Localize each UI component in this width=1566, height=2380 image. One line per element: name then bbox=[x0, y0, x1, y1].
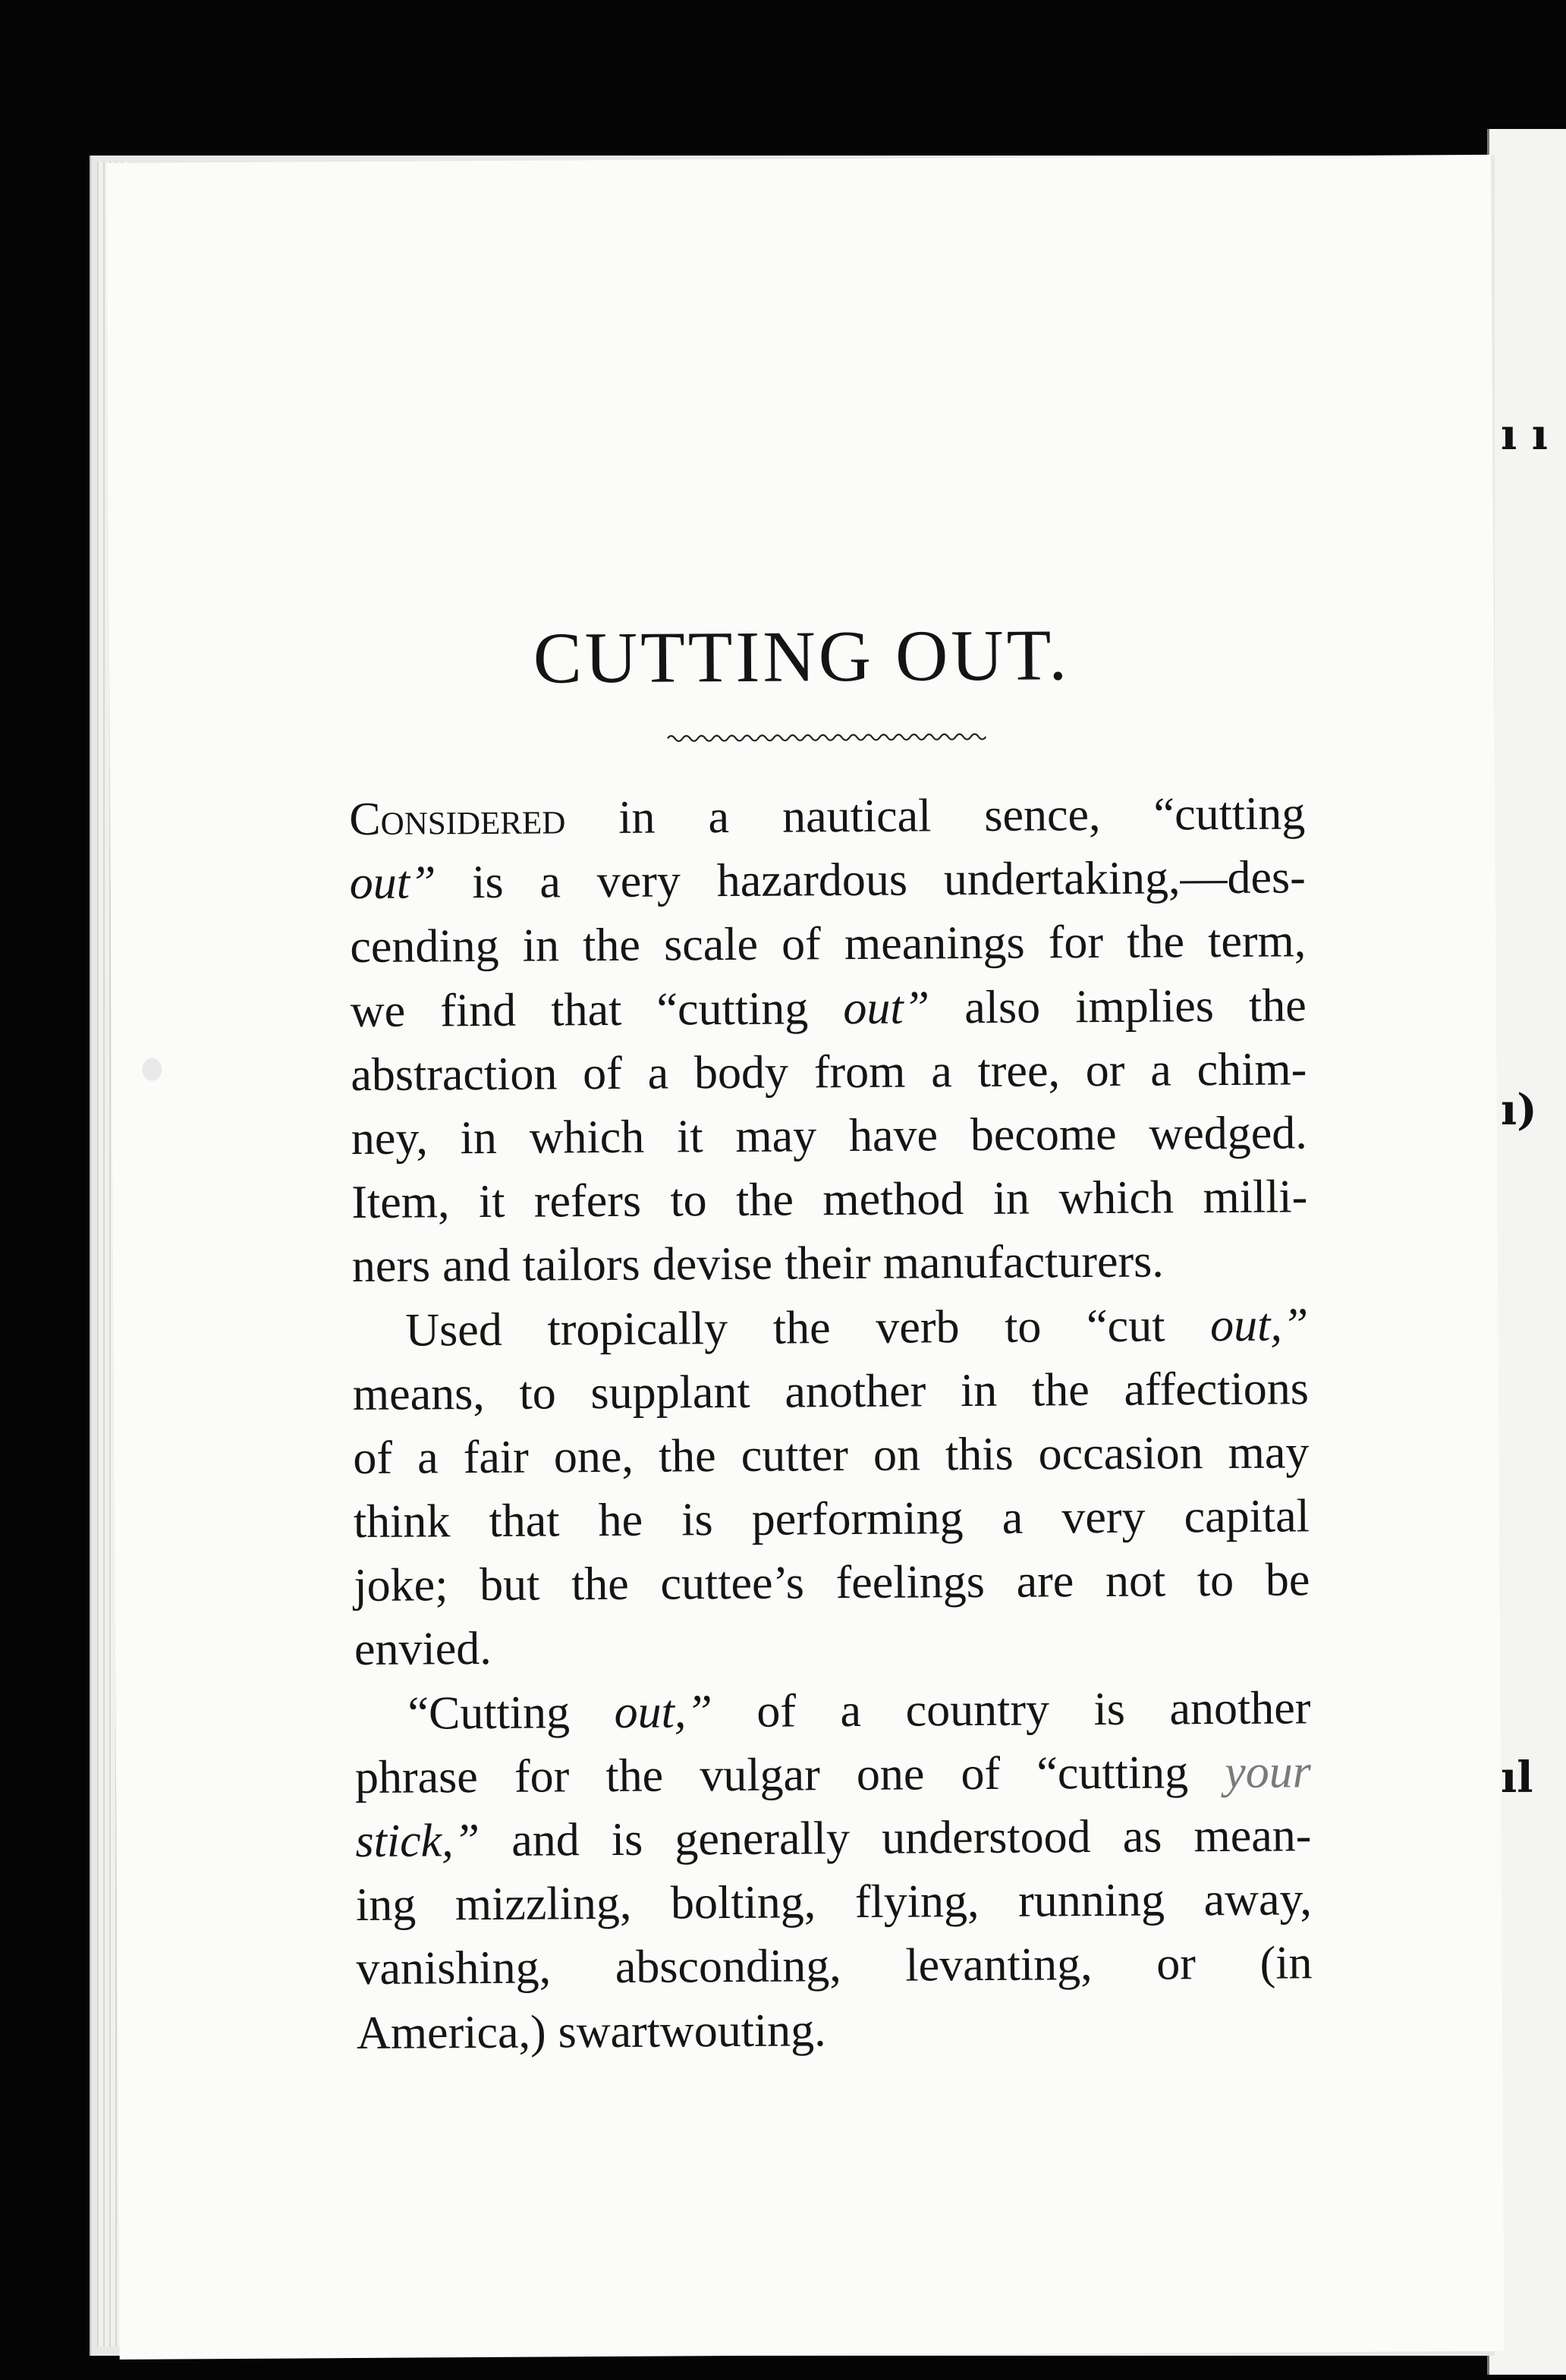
text-word: or bbox=[1156, 1938, 1197, 1990]
text-word: a bbox=[840, 1684, 862, 1737]
text-line bbox=[356, 1932, 1312, 2001]
text-word: envied. bbox=[354, 1623, 492, 1676]
text-word: also bbox=[964, 981, 1041, 1033]
text-word: absconding, bbox=[615, 1940, 841, 1994]
facing-page-mark: ı) bbox=[1501, 1085, 1537, 1135]
text-word: of bbox=[582, 1047, 623, 1099]
text-word: flying, bbox=[854, 1875, 980, 1929]
text-word: vulgar bbox=[700, 1749, 820, 1802]
text-word: the bbox=[1248, 979, 1307, 1032]
text-word: and bbox=[511, 1814, 580, 1866]
text-word: cending bbox=[350, 920, 499, 973]
text-word: is bbox=[1093, 1683, 1126, 1735]
text-word: “cutting bbox=[1036, 1746, 1189, 1800]
text-word: understood bbox=[881, 1811, 1091, 1864]
text-word: from bbox=[813, 1045, 906, 1099]
text-word: milli- bbox=[1203, 1171, 1308, 1224]
text-word: in bbox=[992, 1172, 1030, 1225]
text-line bbox=[357, 1995, 1313, 2065]
text-word: the bbox=[571, 1558, 630, 1611]
text-word: one bbox=[856, 1748, 925, 1800]
text-word: out” bbox=[843, 981, 930, 1034]
text-word: become bbox=[970, 1108, 1117, 1162]
text-word: out,” bbox=[1209, 1298, 1309, 1351]
text-word: it bbox=[676, 1111, 703, 1163]
text-word: stick,” bbox=[355, 1815, 480, 1868]
text-word: one, bbox=[553, 1430, 634, 1483]
text-word: for bbox=[1048, 916, 1104, 969]
text-word: performing bbox=[751, 1492, 964, 1545]
text-word: the bbox=[772, 1301, 831, 1354]
text-word: tropically bbox=[547, 1302, 728, 1355]
text-word: and bbox=[442, 1240, 511, 1292]
text-word: which bbox=[1058, 1171, 1174, 1225]
text-word: are bbox=[1016, 1555, 1074, 1608]
text-word: Item, bbox=[351, 1176, 450, 1229]
paper-speck bbox=[142, 1058, 162, 1081]
text-word: swartwouting. bbox=[558, 2004, 826, 2058]
text-word: mean- bbox=[1193, 1809, 1312, 1863]
text-word: (in bbox=[1259, 1937, 1313, 1990]
text-word: abstraction bbox=[351, 1048, 558, 1101]
text-line bbox=[353, 1357, 1309, 1426]
text-word: in bbox=[960, 1364, 998, 1416]
text-line bbox=[354, 1612, 1310, 1682]
text-word: a bbox=[539, 856, 561, 908]
text-word: means, bbox=[352, 1367, 486, 1420]
text-word: very bbox=[1061, 1491, 1146, 1544]
text-word: fair bbox=[463, 1431, 529, 1484]
page-title: CUTTING OUT. bbox=[533, 614, 1071, 699]
text-word: chim- bbox=[1197, 1043, 1307, 1096]
text-word: may bbox=[1228, 1426, 1310, 1479]
text-word: “cutting bbox=[656, 982, 809, 1036]
text-line bbox=[352, 1229, 1308, 1299]
text-word: in bbox=[618, 791, 656, 844]
text-word: of bbox=[756, 1685, 797, 1737]
text-line bbox=[350, 846, 1306, 916]
text-word: undertaking,—des- bbox=[943, 851, 1306, 906]
text-word: or bbox=[1085, 1044, 1125, 1096]
text-line bbox=[354, 1484, 1310, 1554]
text-word: a bbox=[1150, 1044, 1172, 1096]
text-word: find bbox=[440, 984, 517, 1036]
text-word: body bbox=[693, 1046, 789, 1099]
text-word: your bbox=[1225, 1746, 1312, 1798]
text-line bbox=[351, 1037, 1307, 1107]
text-word: a bbox=[1002, 1492, 1024, 1544]
text-line bbox=[351, 973, 1307, 1043]
text-word: think bbox=[353, 1495, 451, 1548]
text-word: out,” bbox=[614, 1685, 713, 1738]
text-word: the bbox=[1031, 1363, 1090, 1416]
text-word: wedged. bbox=[1149, 1107, 1307, 1160]
text-word: meanings bbox=[844, 916, 1025, 970]
text-word: Considered bbox=[349, 792, 566, 846]
text-word: devise bbox=[652, 1237, 773, 1291]
text-word: Used bbox=[405, 1303, 503, 1357]
text-word: is bbox=[611, 1813, 643, 1866]
text-word: a bbox=[931, 1045, 952, 1098]
text-word: this bbox=[945, 1428, 1014, 1481]
text-word: in bbox=[522, 920, 560, 973]
text-word: America,) bbox=[356, 2006, 546, 2059]
facing-page-mark: ıl bbox=[1501, 1753, 1533, 1803]
text-line bbox=[354, 1676, 1310, 1746]
text-line bbox=[349, 781, 1305, 851]
text-word: levanting, bbox=[905, 1938, 1093, 1992]
text-word: as bbox=[1122, 1810, 1162, 1863]
text-word: be bbox=[1265, 1554, 1310, 1606]
text-word: term, bbox=[1207, 915, 1307, 968]
text-word: hazardous bbox=[716, 854, 908, 907]
text-word: but bbox=[479, 1558, 540, 1611]
text-word: on bbox=[873, 1429, 921, 1481]
text-word: that bbox=[551, 983, 622, 1036]
text-word: nautical bbox=[781, 790, 932, 843]
text-word: which bbox=[529, 1111, 645, 1164]
text-word: refers bbox=[533, 1174, 642, 1228]
text-word: tree, bbox=[977, 1045, 1061, 1097]
text-word: vanishing, bbox=[356, 1941, 552, 1995]
text-word: “cutting bbox=[1153, 788, 1306, 841]
text-line bbox=[350, 910, 1306, 979]
text-word: another bbox=[1169, 1681, 1311, 1735]
book-page bbox=[106, 155, 1505, 2360]
text-word: tailors bbox=[522, 1239, 640, 1291]
text-word: country bbox=[905, 1684, 1050, 1737]
wavy-rule-ornament bbox=[668, 728, 986, 747]
text-word: running bbox=[1017, 1874, 1165, 1927]
facing-page-mark: ı ı bbox=[1501, 410, 1549, 460]
text-word: implies bbox=[1075, 979, 1215, 1033]
text-word: mizzling, bbox=[454, 1878, 632, 1931]
text-word: of bbox=[781, 918, 822, 970]
text-word: is bbox=[681, 1494, 713, 1546]
text-word: generally bbox=[675, 1813, 851, 1866]
text-word: manufacturers. bbox=[882, 1235, 1164, 1290]
text-word: bolting, bbox=[670, 1876, 816, 1929]
text-word: phrase bbox=[354, 1750, 479, 1803]
text-word: the bbox=[1127, 916, 1185, 969]
text-word: a bbox=[417, 1432, 439, 1484]
text-word: their bbox=[784, 1237, 871, 1290]
text-word: is bbox=[472, 857, 504, 909]
text-word: out” bbox=[349, 857, 436, 910]
text-word: ing bbox=[355, 1879, 417, 1932]
text-word: supplant bbox=[590, 1366, 750, 1419]
text-word: to bbox=[1004, 1300, 1042, 1353]
text-word: the bbox=[735, 1174, 794, 1227]
text-word: may bbox=[735, 1110, 817, 1162]
text-line bbox=[354, 1548, 1310, 1618]
text-word: ners bbox=[351, 1240, 431, 1293]
text-word: ney, bbox=[351, 1112, 429, 1165]
text-word: to bbox=[670, 1174, 707, 1227]
text-word: the bbox=[582, 920, 641, 972]
body-text bbox=[349, 781, 1313, 2064]
text-word: have bbox=[848, 1109, 939, 1162]
text-word: joke; bbox=[354, 1559, 448, 1612]
text-word: a bbox=[647, 1047, 669, 1099]
text-word: of bbox=[353, 1432, 393, 1484]
text-word: very bbox=[596, 855, 681, 908]
text-line bbox=[351, 1165, 1307, 1234]
text-word: feelings bbox=[835, 1556, 986, 1609]
text-word: the bbox=[658, 1429, 716, 1482]
text-word: sence, bbox=[984, 789, 1101, 841]
text-word: he bbox=[598, 1494, 643, 1547]
text-word: the bbox=[605, 1750, 664, 1802]
text-word: to bbox=[519, 1367, 556, 1420]
text-line bbox=[355, 1740, 1311, 1809]
text-word: away, bbox=[1203, 1873, 1313, 1926]
text-word: cutter bbox=[741, 1429, 849, 1482]
text-word: for bbox=[514, 1750, 570, 1803]
text-line bbox=[351, 1101, 1307, 1171]
text-word: of bbox=[961, 1747, 1001, 1800]
text-line bbox=[355, 1803, 1311, 1873]
text-word: that bbox=[489, 1495, 560, 1548]
text-word: we bbox=[350, 985, 406, 1037]
text-word: capital bbox=[1184, 1490, 1310, 1543]
text-line bbox=[352, 1293, 1308, 1363]
text-word: a bbox=[708, 791, 730, 844]
text-word: method bbox=[822, 1173, 964, 1226]
text-line bbox=[353, 1420, 1309, 1490]
text-word: cuttee’s bbox=[660, 1557, 805, 1610]
text-line bbox=[356, 1868, 1312, 1938]
text-word: “cut bbox=[1086, 1300, 1165, 1352]
text-word: not bbox=[1105, 1555, 1166, 1608]
text-word: it bbox=[478, 1175, 505, 1228]
text-word: another bbox=[785, 1365, 926, 1418]
text-word: to bbox=[1197, 1555, 1234, 1607]
text-word: affections bbox=[1124, 1363, 1310, 1416]
text-word: “Cutting bbox=[407, 1686, 571, 1740]
text-word: scale bbox=[663, 919, 759, 971]
text-word: occasion bbox=[1038, 1427, 1203, 1480]
text-word: verb bbox=[876, 1300, 960, 1353]
text-word: in bbox=[460, 1111, 498, 1165]
